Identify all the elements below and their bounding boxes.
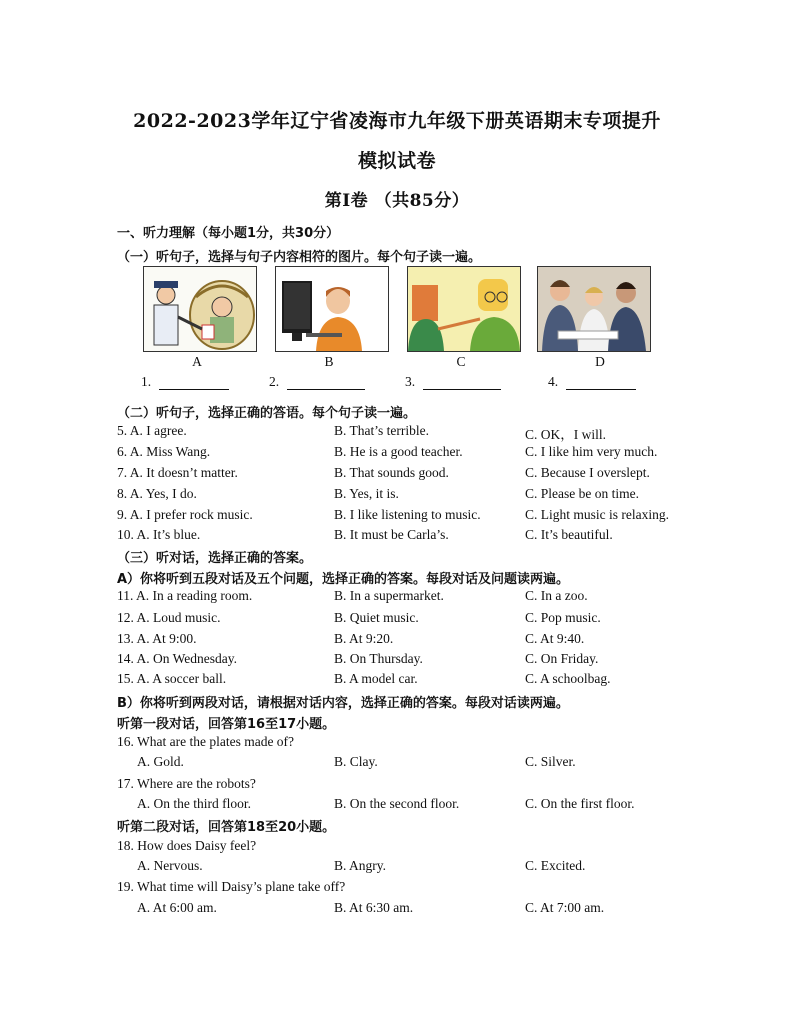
question-row (117, 651, 697, 669)
option-b: B. That sounds good. (334, 465, 449, 480)
boy-at-computer-picture (275, 266, 389, 352)
option-a: 14. A. On Wednesday. (117, 651, 238, 666)
blank-number: 2. (269, 374, 280, 389)
question-text: 18. How does Daisy feel? (117, 838, 257, 853)
picture-label-b: B (324, 354, 334, 369)
option-c: C. Please be on time. (525, 486, 639, 501)
option-c: C. At 7:00 am. (525, 900, 605, 915)
answer-blank-3[interactable] (405, 374, 501, 390)
option-b: B. At 6:30 am. (334, 900, 414, 915)
question-text: 17. Where are the robots? (117, 776, 256, 791)
option-c: C. On Friday. (525, 651, 599, 666)
answer-blank-2[interactable] (269, 374, 365, 390)
question-stem (117, 879, 697, 897)
option-a: A. Nervous. (137, 858, 203, 873)
part-a-heading: A）你将听到五段对话及五个问题，选择正确的答案。每段对话及问题读两遍。 (117, 572, 570, 587)
option-c: C. Light music is relaxing. (525, 507, 669, 522)
question-row (117, 588, 697, 606)
option-b: B. It must be Carla’s. (334, 527, 449, 542)
option-a: 10. A. It’s blue. (117, 527, 201, 542)
question-row (117, 754, 697, 772)
exam-title: 2022-2023学年辽宁省凌海市九年级下册英语期末专项提升 (133, 110, 661, 132)
question-row (117, 796, 697, 814)
question-text: 16. What are the plates made of? (117, 734, 295, 749)
option-c: C. Silver. (525, 754, 576, 769)
option-a: A. On the third floor. (137, 796, 251, 811)
option-b: B. On the second floor. (334, 796, 460, 811)
picture-label-d: D (595, 354, 605, 369)
sub2-heading: （二）听句子，选择正确的答语。每个句子读一遍。 (117, 406, 417, 421)
part-b-heading: B）你将听到两段对话，请根据对话内容，选择正确的答案。每段对话读两遍。 (117, 696, 569, 711)
blank-number: 3. (405, 374, 416, 389)
question-row (117, 486, 697, 504)
option-a: 9. A. I prefer rock music. (117, 507, 253, 522)
picture-label-a: A (192, 354, 202, 369)
option-b: B. I like listening to music. (334, 507, 481, 522)
exam-title-line2: 模拟试卷 (357, 150, 436, 172)
question-stem (117, 734, 697, 752)
option-c: C. On the first floor. (525, 796, 635, 811)
blank-number: 4. (548, 374, 559, 389)
question-stem (117, 776, 697, 794)
option-b: B. In a supermarket. (334, 588, 444, 603)
part1-heading: 一、听力理解（每小题1分，共30分） (117, 226, 340, 241)
sub3-heading: （三）听对话，选择正确的答案。 (117, 551, 313, 566)
question-text: 19. What time will Daisy’s plane take off? (117, 879, 346, 894)
option-b: B. Clay. (334, 754, 378, 769)
question-row (117, 900, 697, 918)
option-c: C. Pop music. (525, 610, 601, 625)
option-b: B. Angry. (334, 858, 387, 873)
question-row (117, 465, 697, 483)
option-a: 8. A. Yes, I do. (117, 486, 197, 501)
option-b: B. A model car. (334, 671, 418, 686)
option-c: C. Because I overslept. (525, 465, 650, 480)
question-stem (117, 838, 697, 856)
option-b: B. Quiet music. (334, 610, 419, 625)
blank-number: 1. (141, 374, 152, 389)
option-a: 12. A. Loud music. (117, 610, 221, 625)
option-a: 11. A. In a reading room. (117, 588, 253, 603)
option-b: B. On Thursday. (334, 651, 423, 666)
option-c: C. A schoolbag. (525, 671, 611, 686)
option-a: 5. A. I agree. (117, 423, 187, 438)
question-row (117, 610, 697, 628)
option-c: C. OK，I will. (525, 427, 606, 442)
question-row (117, 507, 697, 525)
blank-line (423, 375, 501, 390)
sub1-heading: （一）听句子，选择与句子内容相符的图片。每个句子读一遍。 (117, 250, 482, 265)
option-c: C. I like him very much. (525, 444, 658, 459)
traffic-police-ticket-picture (143, 266, 257, 352)
question-row (117, 631, 697, 649)
blank-line (287, 375, 365, 390)
option-c: C. Excited. (525, 858, 586, 873)
section-title: 第Ⅰ卷 （共85分） (324, 191, 470, 211)
answer-blank-1[interactable] (141, 374, 229, 390)
students-group-study-picture (537, 266, 651, 352)
two-people-talking-picture (407, 266, 521, 352)
option-a: 15. A. A soccer ball. (117, 671, 227, 686)
option-b: B. Yes, it is. (334, 486, 399, 501)
option-b: B. That’s terrible. (334, 423, 429, 438)
option-a: A. At 6:00 am. (137, 900, 217, 915)
picture-label-c: C (456, 354, 466, 369)
dialog1-heading: 听第一段对话，回答第16至17小题。 (117, 717, 336, 732)
dialog2-heading: 听第二段对话，回答第18至20小题。 (117, 820, 336, 835)
option-c: C. In a zoo. (525, 588, 588, 603)
option-c: C. At 9:40. (525, 631, 585, 646)
option-a: A. Gold. (137, 754, 184, 769)
question-row (117, 671, 697, 689)
blank-line (566, 375, 636, 390)
question-row (117, 423, 697, 441)
option-b: B. At 9:20. (334, 631, 394, 646)
question-row (117, 858, 697, 876)
question-row (117, 444, 697, 462)
option-c: C. It’s beautiful. (525, 527, 613, 542)
option-a: 13. A. At 9:00. (117, 631, 197, 646)
answer-blank-4[interactable] (548, 374, 636, 390)
question-row (117, 527, 697, 545)
option-b: B. He is a good teacher. (334, 444, 463, 459)
blank-line (159, 375, 229, 390)
option-a: 6. A. Miss Wang. (117, 444, 211, 459)
option-a: 7. A. It doesn’t matter. (117, 465, 238, 480)
